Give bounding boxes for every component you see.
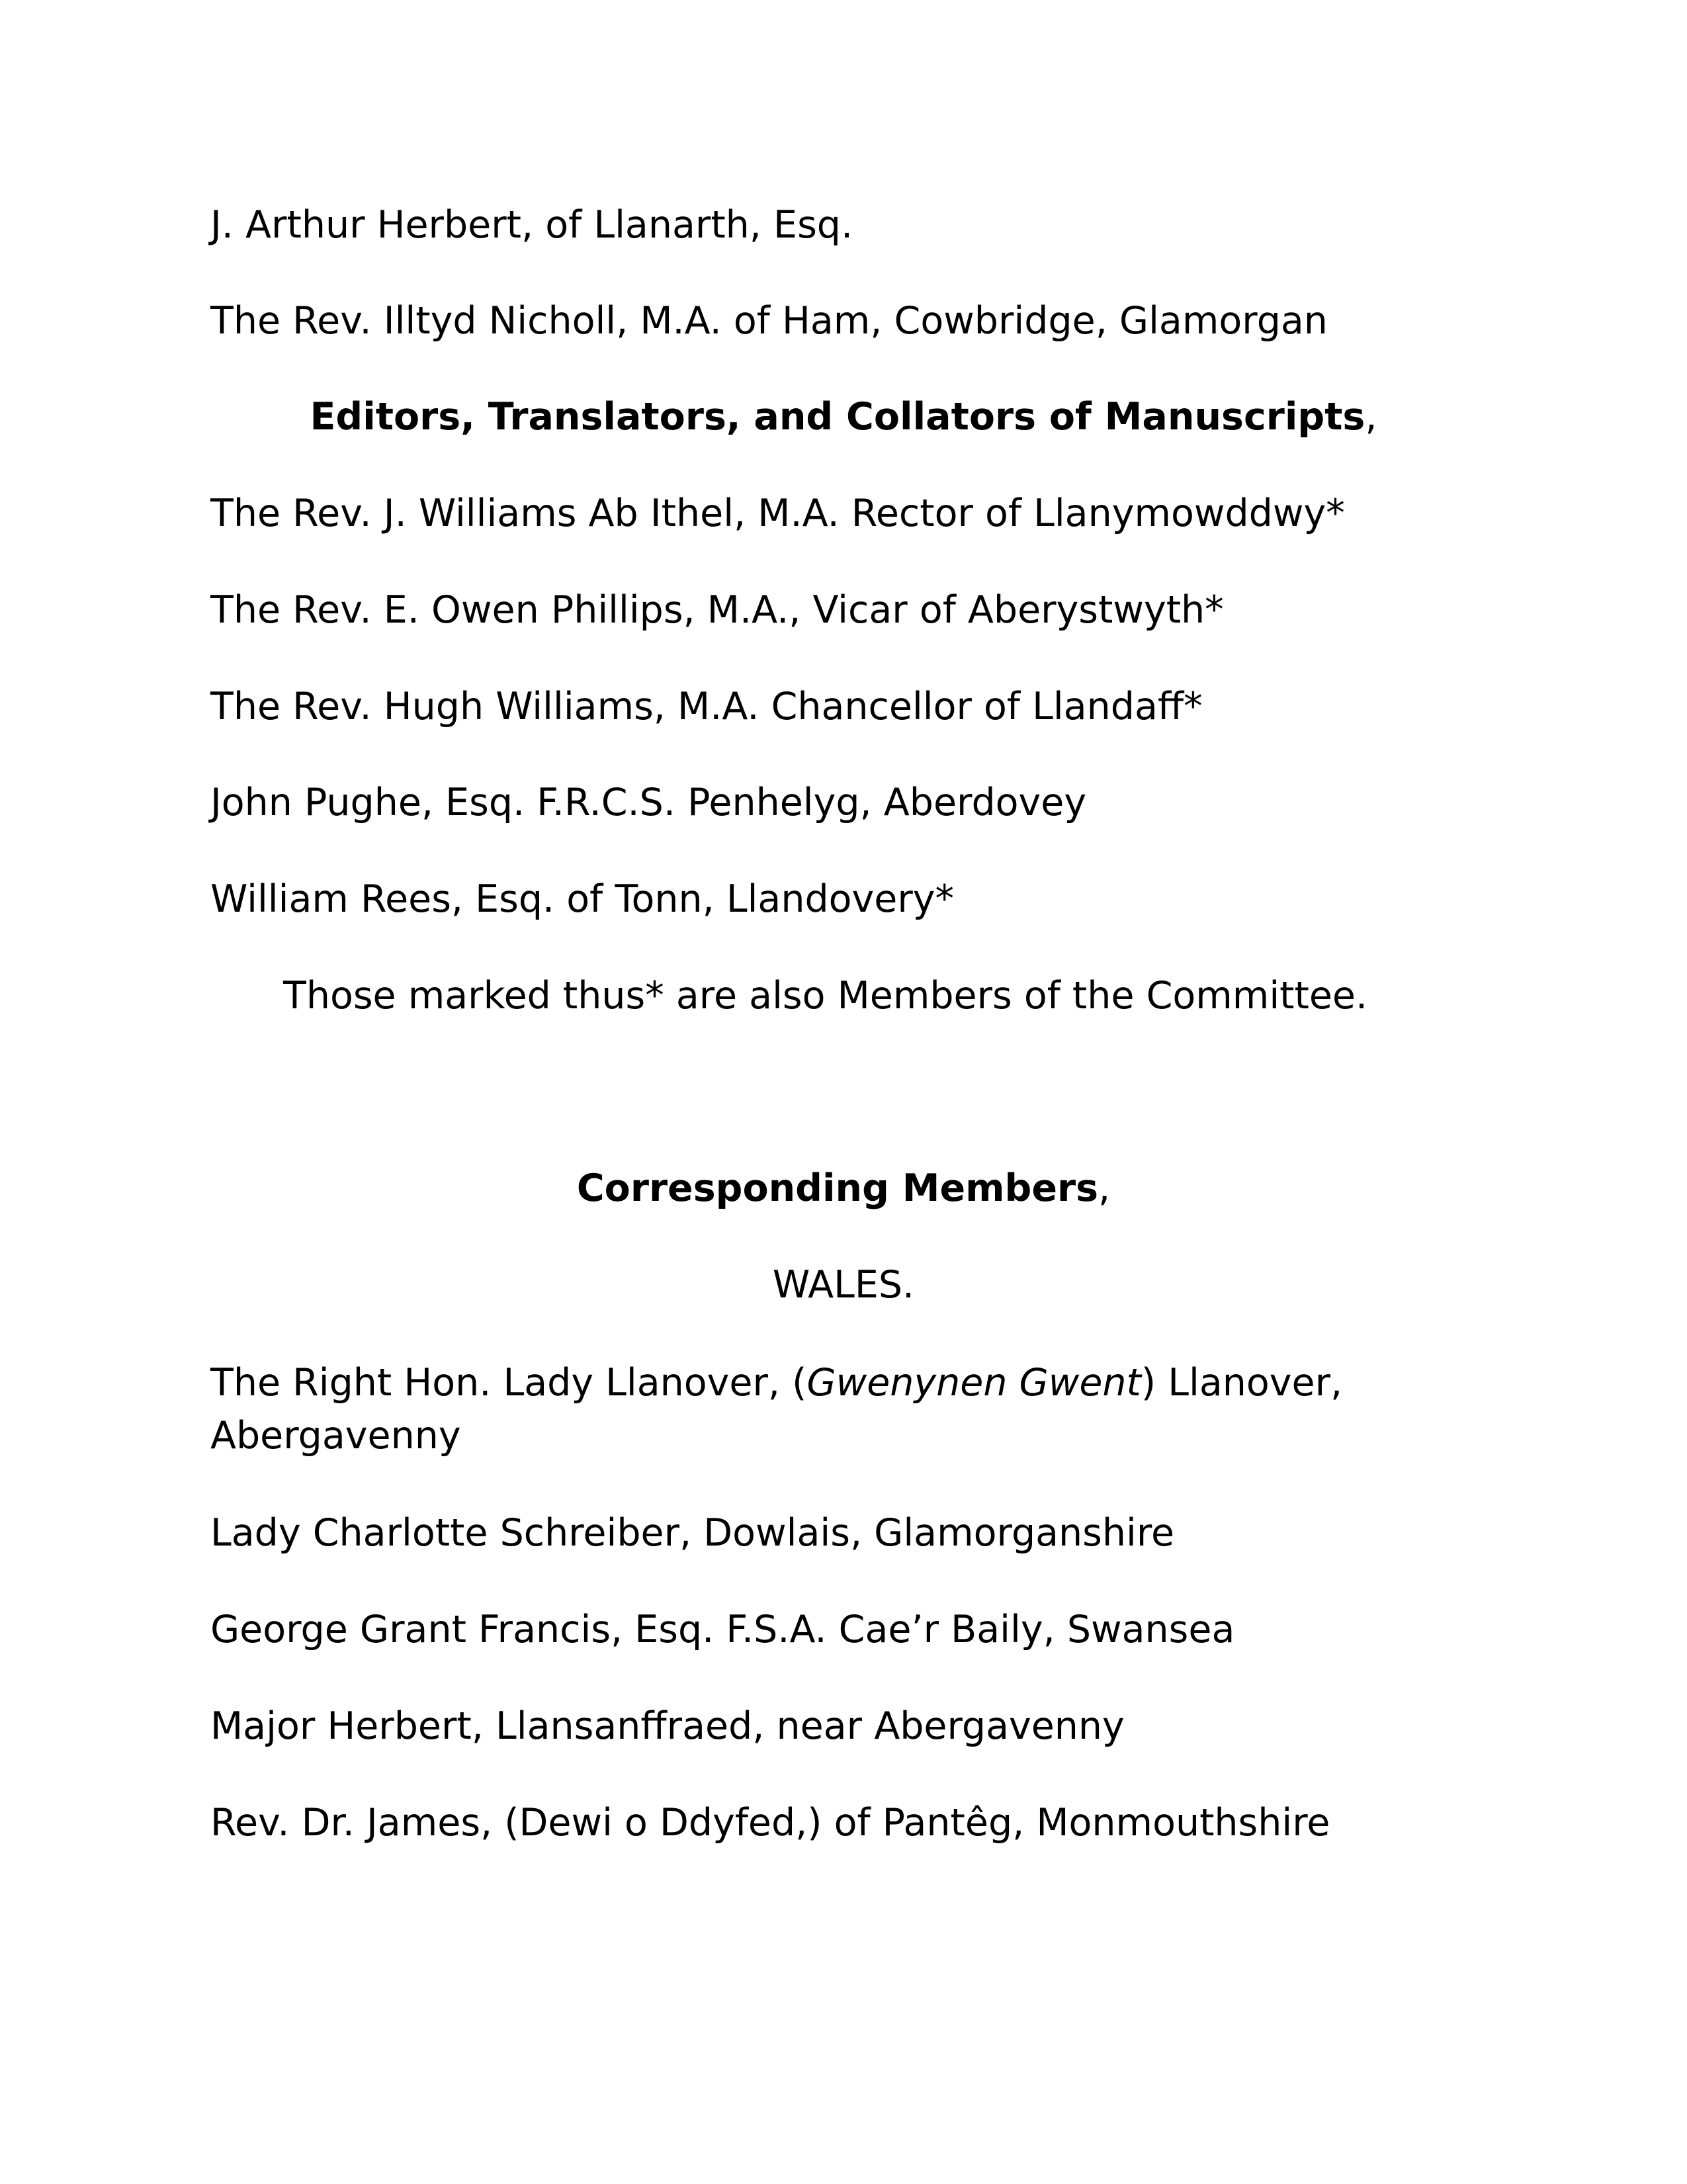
- committee-note: Those marked thus* are also Members of the Committee.: [283, 974, 1368, 1018]
- corresponding-entry: Rev. Dr. James, (Dewi o Ddyfed,) of Pantêg, Monmouthshire: [210, 1801, 1330, 1845]
- corresponding-heading: [0, 1162, 1687, 1215]
- trustee-line: The Rev. Illtyd Nicholl, M.A. of Ham, Cowbridge, Glamorgan: [210, 299, 1328, 343]
- entry-text-before: The Right Hon. Lady Llanover, (: [210, 1361, 807, 1405]
- corresponding-heading-punct: ,: [1098, 1166, 1111, 1210]
- corresponding-entry: Major Herbert, Llansanffraed, near Abergavenny: [210, 1704, 1125, 1748]
- trustee-line: J. Arthur Herbert, of Llanarth, Esq.: [210, 203, 853, 247]
- corresponding-entry: Lady Charlotte Schreiber, Dowlais, Glamorganshire: [210, 1511, 1175, 1555]
- corresponding-heading-text: Corresponding Members: [576, 1166, 1099, 1210]
- editors-heading: [0, 390, 1687, 443]
- editor-entry: John Pughe, Esq. F.R.C.S. Penhelyg, Aberdovey: [210, 781, 1087, 824]
- entry-text-after: ) Llanover, Abergavenny: [210, 1361, 1343, 1458]
- bardic-name: Gwenynen Gwent: [806, 1361, 1141, 1405]
- editors-heading-punct: ,: [1365, 395, 1377, 439]
- corresponding-entry: George Grant Francis, Esq. F.S.A. Cae’r Baily, Swansea: [210, 1608, 1235, 1651]
- editor-entry: The Rev. Hugh Williams, M.A. Chancellor of Llandaff*: [210, 685, 1203, 728]
- editors-heading-text: Editors, Translators, and Collators of Manuscripts: [310, 395, 1365, 439]
- corresponding-entry: [210, 1356, 1401, 1462]
- editor-entry: The Rev. E. Owen Phillips, M.A., Vicar of Aberystwyth*: [210, 588, 1224, 632]
- editor-entry: William Rees, Esq. of Tonn, Llandovery*: [210, 877, 954, 921]
- region-heading: WALES.: [772, 1263, 915, 1307]
- editor-entry: The Rev. J. Williams Ab Ithel, M.A. Rector of Llanymowddwy*: [210, 492, 1345, 535]
